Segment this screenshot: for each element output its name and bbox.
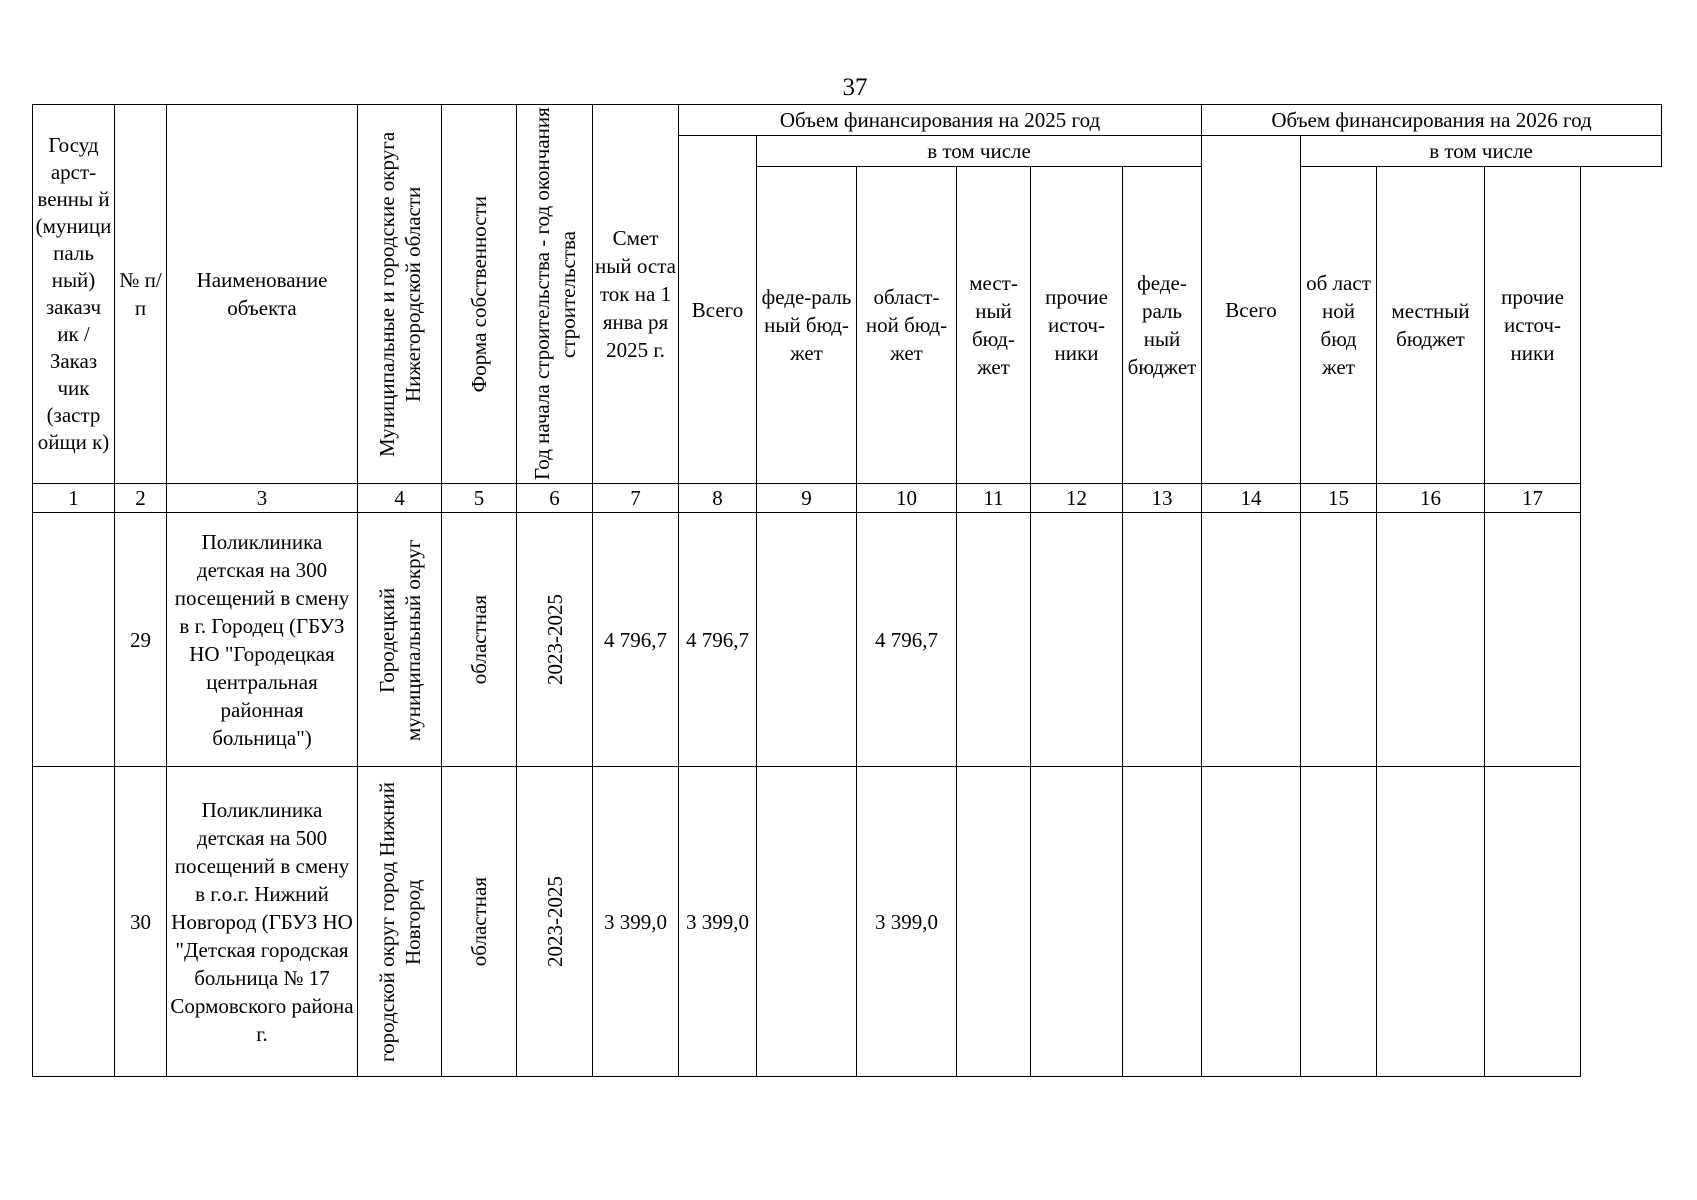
cell-object-name: Поликлиника детская на 300 посещений в смену в г. Городец (ГБУЗ НО "Городецкая центральная районная больница")	[167, 513, 358, 767]
column-number: 8	[679, 484, 757, 513]
header-row-1	[33, 105, 1662, 136]
cell-local-2026	[1377, 513, 1485, 767]
investment-table	[32, 104, 1662, 1077]
column-number: 5	[442, 484, 517, 513]
cell-number: 29	[115, 513, 167, 767]
column-number: 2	[115, 484, 167, 513]
column-number: 12	[1031, 484, 1123, 513]
cell-federal-2026	[1202, 513, 1301, 767]
table-row	[33, 767, 1662, 1077]
cell-number: 30	[115, 767, 167, 1077]
header-local-2025: мест-ный бюд-жет	[957, 167, 1031, 484]
header-funding-2025: Объем финансирования на 2025 год	[679, 105, 1202, 136]
header-ownership	[442, 105, 517, 484]
cell-years	[517, 767, 593, 1077]
cell-other-2025	[1031, 513, 1123, 767]
header-including-2025: в том числе	[757, 136, 1202, 167]
cell-other-2026	[1485, 513, 1581, 767]
cell-object-name: Поликлиника детская на 500 посещений в смену в г.о.г. Нижний Новгород (ГБУЗ НО "Детская городская больница № 17 Сормовского района г.	[167, 767, 358, 1077]
cell-municipality-text: Городецкий муниципальный округ	[374, 538, 425, 741]
table-row	[33, 513, 1662, 767]
header-funding-2026: Объем финансирования на 2026 год	[1202, 105, 1662, 136]
column-number: 15	[1301, 484, 1377, 513]
column-number: 14	[1202, 484, 1301, 513]
header-including-2026: в том числе	[1301, 136, 1662, 167]
cell-regional-2025: 4 796,7	[857, 513, 957, 767]
header-object-name: Наименование объекта	[167, 105, 358, 484]
cell-years-text: 2023-2025	[542, 594, 567, 685]
header-total-2026: Всего	[1202, 136, 1301, 484]
cell-estimate-remainder: 3 399,0	[593, 767, 679, 1077]
header-regional-2026: об ласт ной бюд жет	[1301, 167, 1377, 484]
cell-ownership-text: областная	[467, 594, 491, 685]
cell-total-2026	[1123, 513, 1202, 767]
header-federal-2026: феде-раль ный бюджет	[1123, 167, 1202, 484]
cell-total-2025: 4 796,7	[679, 513, 757, 767]
cell-other-2025	[1031, 767, 1123, 1077]
cell-local-2025	[957, 767, 1031, 1077]
header-municipality-text: Муниципальные и городские округа Нижегородской области	[374, 131, 425, 457]
cell-ownership	[442, 513, 517, 767]
cell-local-2026	[1377, 767, 1485, 1077]
header-number: № п/п	[115, 105, 167, 484]
header-local-2026: местный бюджет	[1377, 167, 1485, 484]
header-total-2025: Всего	[679, 136, 757, 484]
cell-federal-2025	[757, 767, 857, 1077]
cell-regional-2026	[1301, 513, 1377, 767]
column-numbers-row	[33, 484, 1662, 513]
page-number: 37	[842, 74, 868, 101]
cell-municipality-text: городской округ город Нижний Новгород	[374, 781, 425, 1062]
cell-customer	[33, 513, 115, 767]
header-customer: Госуд арст-венны й (муници паль ный) заказч ик / Заказ чик (застр ойщи к)	[33, 105, 115, 484]
column-number: 17	[1485, 484, 1581, 513]
cell-total-2025: 3 399,0	[679, 767, 757, 1077]
cell-other-2026	[1485, 767, 1581, 1077]
header-regional-2025: област-ной бюд-жет	[857, 167, 957, 484]
column-number: 3	[167, 484, 358, 513]
header-other-2025: прочие источ-ники	[1031, 167, 1123, 484]
cell-local-2025	[957, 513, 1031, 767]
header-other-2026: прочие источ-ники	[1485, 167, 1581, 484]
cell-municipality	[358, 767, 442, 1077]
cell-regional-2026	[1301, 767, 1377, 1077]
cell-federal-2026	[1202, 767, 1301, 1077]
cell-ownership-text: областная	[467, 876, 491, 967]
cell-estimate-remainder: 4 796,7	[593, 513, 679, 767]
cell-ownership	[442, 767, 517, 1077]
column-number: 16	[1377, 484, 1485, 513]
cell-federal-2025	[757, 513, 857, 767]
column-number: 4	[358, 484, 442, 513]
header-estimate-remainder: Смет ный оста ток на 1 янва ря 2025 г.	[593, 105, 679, 484]
header-federal-2025: феде-раль ный бюд-жет	[757, 167, 857, 484]
cell-total-2026	[1123, 767, 1202, 1077]
header-municipality	[358, 105, 442, 484]
cell-years	[517, 513, 593, 767]
header-ownership-text: Форма собственности	[467, 195, 491, 393]
column-number: 9	[757, 484, 857, 513]
column-number: 13	[1123, 484, 1202, 513]
cell-municipality	[358, 513, 442, 767]
column-number: 10	[857, 484, 957, 513]
cell-customer	[33, 767, 115, 1077]
cell-regional-2025: 3 399,0	[857, 767, 957, 1077]
header-years	[517, 105, 593, 484]
column-number: 11	[957, 484, 1031, 513]
header-years-text: Год начала строительства - год окончания строительства	[529, 107, 580, 481]
column-number: 1	[33, 484, 115, 513]
column-number: 6	[517, 484, 593, 513]
cell-years-text: 2023-2025	[542, 876, 567, 967]
column-number: 7	[593, 484, 679, 513]
